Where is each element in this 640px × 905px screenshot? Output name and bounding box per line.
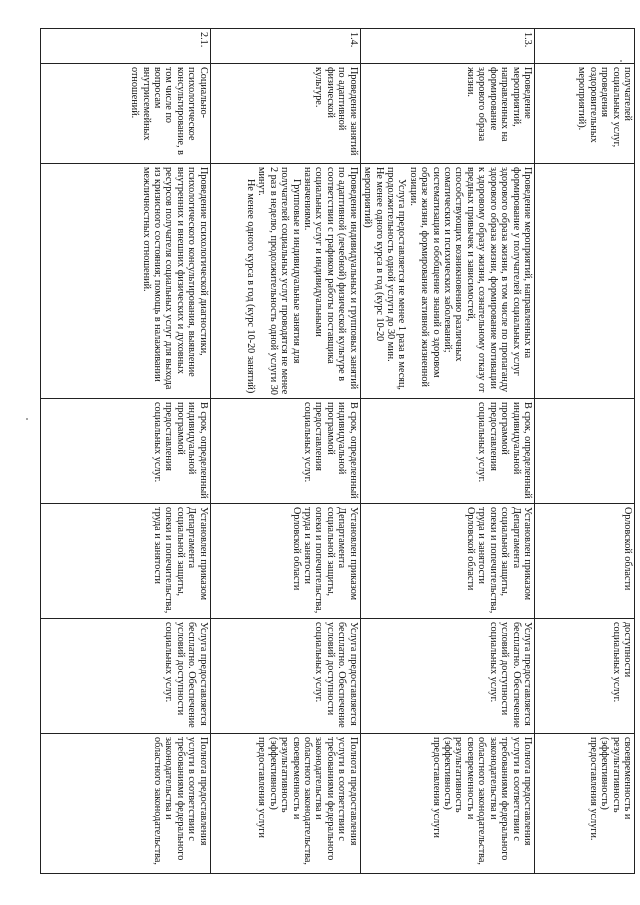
cell-number: 1.3. xyxy=(360,29,534,64)
cell-result: Полнота предоставления услуги в соответствии с требованиями федерального законодательства и областного законодательства, своевременность и результативность (эффективность) предоставления услуги xyxy=(210,734,360,874)
cell-service-name: Социально-психологическое консультирование, в том числе по вопросам внутрисемейных отношений. xyxy=(40,64,210,164)
content-paragraph: Проведение мероприятий, направленных на формирование у получателей социальных услуг здорового образа жизни, в том числе по пропаганду здорового образа жизни, формирование мотивации к здоровому образу жизни, сознательному отказу от вредных привычек и зависимостей, способствующих возникновению различных соматических и психических заболеваний; систематизация и обобщение знаний о здоровом образе жизни, формирование активной жизненной позиции. xyxy=(407,167,533,393)
cell-conditions: Услуга предоставляется бесплатно. Обеспечение условий доступности социальных услуг. xyxy=(210,619,360,734)
table-row xyxy=(210,29,360,874)
cell-conditions: доступности социальных услуг. xyxy=(535,619,635,734)
cell-basis: Установлен приказом Департамента социальной защиты, опеки и попечительства, труда и занятости Орловской области xyxy=(210,504,360,619)
cell-service-name: Проведение мероприятий, направленных на формирование здорового образа жизни. xyxy=(360,64,534,164)
cell-conditions: Услуга предоставляется бесплатно. Обеспечение условий доступности социальных услуг. xyxy=(40,619,210,734)
cell-basis: Орловской области xyxy=(535,504,635,619)
content-paragraph: Не менее одного курса в год (курс 10-20 занятий) xyxy=(244,179,256,394)
cell-result: Полнота предоставления услуги в соответствии с требованиями федерального законодательства и областного законодательства, своевременность и результативность (эффективность) предоставления услуги xyxy=(360,734,534,874)
cell-service-content xyxy=(360,164,534,399)
table-row xyxy=(360,29,534,874)
cell-conditions: Услуга предоставляется бесплатно. Обеспечение условий доступности социальных услуг. xyxy=(360,619,534,734)
cell-term: В срок, определенный индивидуальной программой предоставления социальных услуг. xyxy=(360,399,534,504)
content-paragraph: Проведение психологической диагностики, психологического консультирования, выявление внутренних и внешних физических и духовных ресурсов получателя социальных услуг для выхода из кризисного состояния; помощь в налаживании межличностных отношений. xyxy=(140,167,209,390)
cell-number: 1.4. xyxy=(210,29,360,64)
content-paragraph: Услуга предоставляется не менее 1 раза в месяц, продолжительность одной услуги до 30 мин. xyxy=(384,167,408,390)
cell-result: Полнота предоставления услуги в соответствии с требованиями федерального законодательства и областного законодательства, xyxy=(40,734,210,874)
services-table xyxy=(40,28,635,874)
cell-number xyxy=(535,29,635,64)
table-row xyxy=(535,29,635,874)
cell-service-content xyxy=(40,164,210,399)
cell-term xyxy=(535,399,635,504)
content-paragraph: Групповые и индивидуальные занятия для получателей социальных услуг проводятся не менее 2 раз в неделю, продолжительность одной услуги 30 минут. xyxy=(256,167,302,395)
cell-basis: Установлен приказом Департамента социальной защиты, опеки и попечительства, труда и занятости xyxy=(40,504,210,619)
cell-service-name: Проведение занятий по адаптивной физической культуре. xyxy=(210,64,360,164)
cell-service-content xyxy=(210,164,360,399)
cell-result: своевременность и результативность (эффективность) предоставления услуги. xyxy=(535,734,635,874)
scan-speck xyxy=(620,60,622,62)
rotated-table-container xyxy=(80,28,635,873)
scan-speck xyxy=(26,418,28,420)
content-paragraph: Проведение индивидуальных и групповых занятий по адаптивной (лечебной) физической культуре в соответствии с графиком работы поставщика социальных услуг и индивидуальными назначениями. xyxy=(301,167,359,390)
table-body xyxy=(40,29,634,874)
cell-service-content xyxy=(535,164,635,399)
content-paragraph: Не менее одного курса в год (курс 10-20 мероприятий) xyxy=(362,167,385,342)
cell-term: В срок, определенный индивидуальной программой предоставления социальных услуг. xyxy=(210,399,360,504)
cell-basis: Установлен приказом Департамента социальной защиты, опеки и попечительства, труда и занятости Орловской области xyxy=(360,504,534,619)
table-row xyxy=(40,29,210,874)
cell-term: В срок, определенный индивидуальной программой предоставления социальных услуг. xyxy=(40,399,210,504)
cell-number: 2.1. xyxy=(40,29,210,64)
cell-service-name: получателей социальных услуг, проведения оздоровительных мероприятий). xyxy=(535,64,635,164)
